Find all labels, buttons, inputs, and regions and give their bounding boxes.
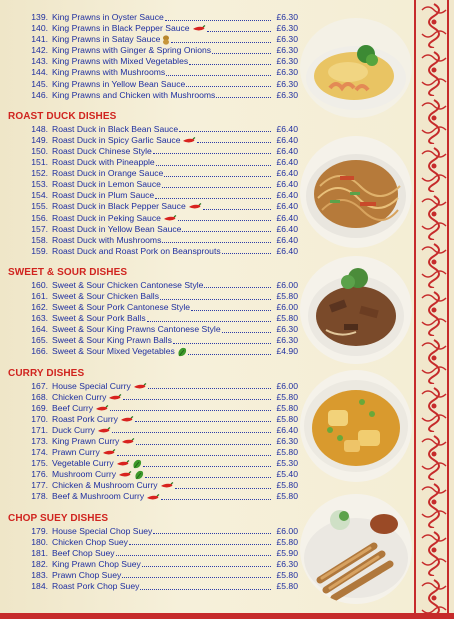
item-number: 167. [31, 380, 48, 391]
item-name: Sweet & Sour Pork Balls [52, 313, 146, 324]
item-price: £6.30 [276, 56, 298, 67]
prawn-omelette-photo [300, 18, 412, 118]
item-name: King Prawns in Oyster Sauce [52, 12, 164, 22]
item-name: Roast Duck with Pineapple [52, 157, 155, 168]
item-name: Prawn Curry [52, 447, 100, 458]
menu-list [8, 12, 298, 592]
item-price: £5.90 [276, 547, 298, 558]
section-title: CHOP SUEY DISHES [8, 512, 109, 524]
item-number: 170. [31, 413, 48, 424]
item-number: 177. [31, 480, 48, 491]
item-price: £4.90 [276, 346, 298, 357]
item-name: Roast Duck Chinese Style [52, 145, 152, 156]
item-name: Mushroom Curry [52, 469, 116, 480]
item-name: Beef & Mushroom Curry [52, 491, 145, 502]
item-name: Chicken Chop Suey [52, 536, 128, 547]
item-price: £6.30 [276, 436, 298, 446]
item-name: House Special Curry [52, 380, 131, 391]
item-number: 179. [31, 525, 48, 536]
vegetarian-leaf-icon [134, 470, 144, 480]
item-price: £5.30 [276, 458, 298, 469]
roast-duck-noodles-photo [300, 136, 412, 248]
decorative-border [414, 0, 454, 619]
item-number: 174. [31, 447, 48, 458]
item-name: King Prawns in Black Pepper Sauce [52, 23, 190, 34]
item-number: 171. [31, 424, 48, 435]
item-name: King Prawns with Ginger & Spring Onions [52, 45, 212, 56]
dot-leader [140, 578, 271, 590]
item-price: £5.80 [276, 402, 298, 413]
item-number: 157. [31, 223, 48, 234]
item-number: 159. [31, 245, 48, 256]
item-price: £6.40 [276, 145, 298, 156]
item-name: Sweet & Sour Mixed Vegetables [52, 346, 175, 357]
item-number: 176. [31, 469, 48, 480]
menu-item [8, 491, 298, 502]
item-number: 180. [31, 536, 48, 547]
section-gap [8, 257, 298, 265]
item-price: £5.80 [276, 313, 298, 324]
item-price: £5.80 [276, 536, 298, 547]
item-name: Roast Duck in Black Pepper Sauce [52, 201, 186, 212]
item-number: 148. [31, 123, 48, 134]
item-price: £6.30 [276, 67, 298, 78]
item-name: King Prawn Curry [52, 436, 120, 446]
item-number: 142. [31, 45, 48, 56]
item-name: Roast Duck with Mushrooms [52, 234, 162, 245]
item-name: Roast Duck and Roast Pork on Beansprouts [52, 245, 221, 256]
chili-pepper-icon [97, 427, 111, 434]
item-number: 175. [31, 458, 48, 469]
item-number: 165. [31, 335, 48, 346]
item-price: £6.30 [276, 324, 298, 335]
curry-dish-photo [300, 370, 412, 482]
item-price: £6.40 [276, 157, 298, 168]
item-price: £6.30 [276, 23, 298, 34]
section-gap [8, 503, 298, 511]
item-price: £5.40 [276, 469, 298, 480]
dot-leader [216, 86, 271, 98]
item-price: £5.80 [276, 447, 298, 458]
item-number: 162. [31, 302, 48, 313]
item-name: Sweet & Sour Chicken Balls [52, 290, 159, 301]
vegetarian-leaf-icon [177, 347, 187, 357]
item-number: 168. [31, 391, 48, 402]
item-price: £6.40 [276, 424, 298, 435]
dot-leader [222, 242, 271, 254]
item-name: Roast Duck in Orange Sauce [52, 168, 164, 179]
item-name: Vegetable Curry [52, 458, 114, 469]
item-number: 141. [31, 34, 48, 45]
item-price: £6.40 [276, 168, 298, 179]
item-number: 146. [31, 89, 48, 100]
item-number: 139. [31, 12, 48, 22]
item-number: 143. [31, 56, 48, 67]
item-price: £5.80 [276, 413, 298, 424]
section-gap [8, 358, 298, 366]
item-name: Chicken & Mushroom Curry [52, 480, 158, 491]
item-price: £6.00 [276, 380, 298, 391]
item-number: 173. [31, 436, 48, 446]
item-name: Sweet & Sour King Prawns Cantonese Style [52, 324, 221, 335]
item-name: King Prawns and Chicken with Mushrooms [52, 89, 216, 100]
item-name: Sweet & Sour Chicken Cantonese Style [52, 279, 204, 290]
item-number: 169. [31, 402, 48, 413]
dot-leader [161, 488, 271, 500]
item-price: £5.80 [276, 581, 298, 592]
item-price: £6.30 [276, 12, 298, 22]
item-number: 155. [31, 201, 48, 212]
item-price: £6.30 [276, 89, 298, 100]
dot-leader [188, 343, 271, 355]
vegetarian-leaf-icon [132, 459, 142, 469]
item-price: £5.80 [276, 391, 298, 402]
section-gap [8, 101, 298, 109]
peanut-icon [162, 35, 170, 45]
item-name: Sweet & Sour Pork Cantonese Style [52, 302, 191, 313]
item-name: House Special Chop Suey [52, 525, 153, 536]
item-name: King Prawns in Satay Sauce [52, 34, 161, 45]
item-name: Chicken Curry [52, 391, 107, 402]
item-number: 164. [31, 324, 48, 335]
item-price: £6.00 [276, 525, 298, 536]
item-price: £6.40 [276, 179, 298, 190]
section-title: ROAST DUCK DISHES [8, 110, 117, 122]
chili-pepper-icon [95, 405, 109, 412]
item-name: King Prawn Chop Suey [52, 558, 141, 569]
item-price: £6.40 [276, 223, 298, 234]
item-name: Beef Curry [52, 402, 94, 413]
item-number: 154. [31, 190, 48, 201]
item-price: £6.00 [276, 279, 298, 290]
item-name: Prawn Chop Suey [52, 569, 122, 580]
item-name: King Prawns with Mushrooms [52, 67, 166, 78]
item-price: £6.40 [276, 234, 298, 245]
chili-pepper-icon [118, 471, 132, 478]
chili-pepper-icon [102, 449, 116, 456]
satay-skewers-photo [300, 494, 412, 604]
menu-item [8, 246, 298, 257]
item-number: 149. [31, 134, 48, 145]
item-name: Roast Pork Curry [52, 413, 118, 424]
item-number: 153. [31, 179, 48, 190]
item-price: £5.80 [276, 480, 298, 491]
item-price: £6.30 [276, 34, 298, 45]
item-number: 140. [31, 23, 48, 34]
item-price: £6.40 [276, 201, 298, 212]
item-number: 184. [31, 581, 48, 592]
chili-pepper-icon [146, 494, 160, 501]
section-title: CURRY DISHES [8, 367, 85, 379]
item-price: £6.40 [276, 245, 298, 256]
item-name: King Prawns in Yellow Bean Sauce [52, 78, 186, 89]
item-number: 183. [31, 569, 48, 580]
item-price: £6.40 [276, 123, 298, 134]
sweet-sour-dish-photo [300, 256, 412, 364]
item-name: Sweet & Sour King Prawn Balls [52, 335, 172, 346]
item-name: King Prawns with Mixed Vegetables [52, 56, 189, 67]
item-name: Roast Duck in Black Bean Sauce [52, 123, 179, 134]
item-number: 150. [31, 145, 48, 156]
item-price: £6.30 [276, 78, 298, 89]
item-name: Roast Duck in Spicy Garlic Sauce [52, 134, 181, 145]
item-name: Roast Pork Chop Suey [52, 581, 140, 592]
item-number: 166. [31, 346, 48, 357]
item-price: £6.30 [276, 558, 298, 569]
item-name: Duck Curry [52, 424, 95, 435]
item-name: Roast Duck in Plum Sauce [52, 190, 155, 201]
item-number: 178. [31, 491, 48, 502]
bottom-border [0, 613, 454, 619]
item-price: £6.30 [276, 45, 298, 56]
item-number: 182. [31, 558, 48, 569]
item-number: 158. [31, 234, 48, 245]
item-number: 156. [31, 212, 48, 223]
item-price: £5.80 [276, 569, 298, 580]
item-number: 145. [31, 78, 48, 89]
item-name: Roast Duck in Yellow Bean Sauce [52, 223, 182, 234]
item-price: £5.80 [276, 491, 298, 502]
chili-pepper-icon [163, 215, 177, 222]
item-price: £6.30 [276, 335, 298, 346]
item-price: £5.80 [276, 290, 298, 301]
item-number: 163. [31, 313, 48, 324]
section-title: SWEET & SOUR DISHES [8, 266, 128, 278]
item-price: £6.00 [276, 302, 298, 313]
item-name: Roast Duck in Lemon Sauce [52, 179, 161, 190]
chili-pepper-icon [116, 460, 130, 467]
item-number: 181. [31, 547, 48, 558]
item-price: £6.40 [276, 190, 298, 201]
item-number: 144. [31, 67, 48, 78]
item-price: £6.40 [276, 134, 298, 145]
item-number: 151. [31, 157, 48, 168]
item-name: Beef Chop Suey [52, 547, 115, 558]
menu-item [8, 346, 298, 357]
item-number: 161. [31, 290, 48, 301]
item-number: 152. [31, 168, 48, 179]
menu-item [8, 90, 298, 101]
menu-item [8, 581, 298, 592]
item-name: Roast Duck in Peking Sauce [52, 212, 161, 223]
item-number: 160. [31, 279, 48, 290]
item-price: £6.40 [276, 212, 298, 223]
